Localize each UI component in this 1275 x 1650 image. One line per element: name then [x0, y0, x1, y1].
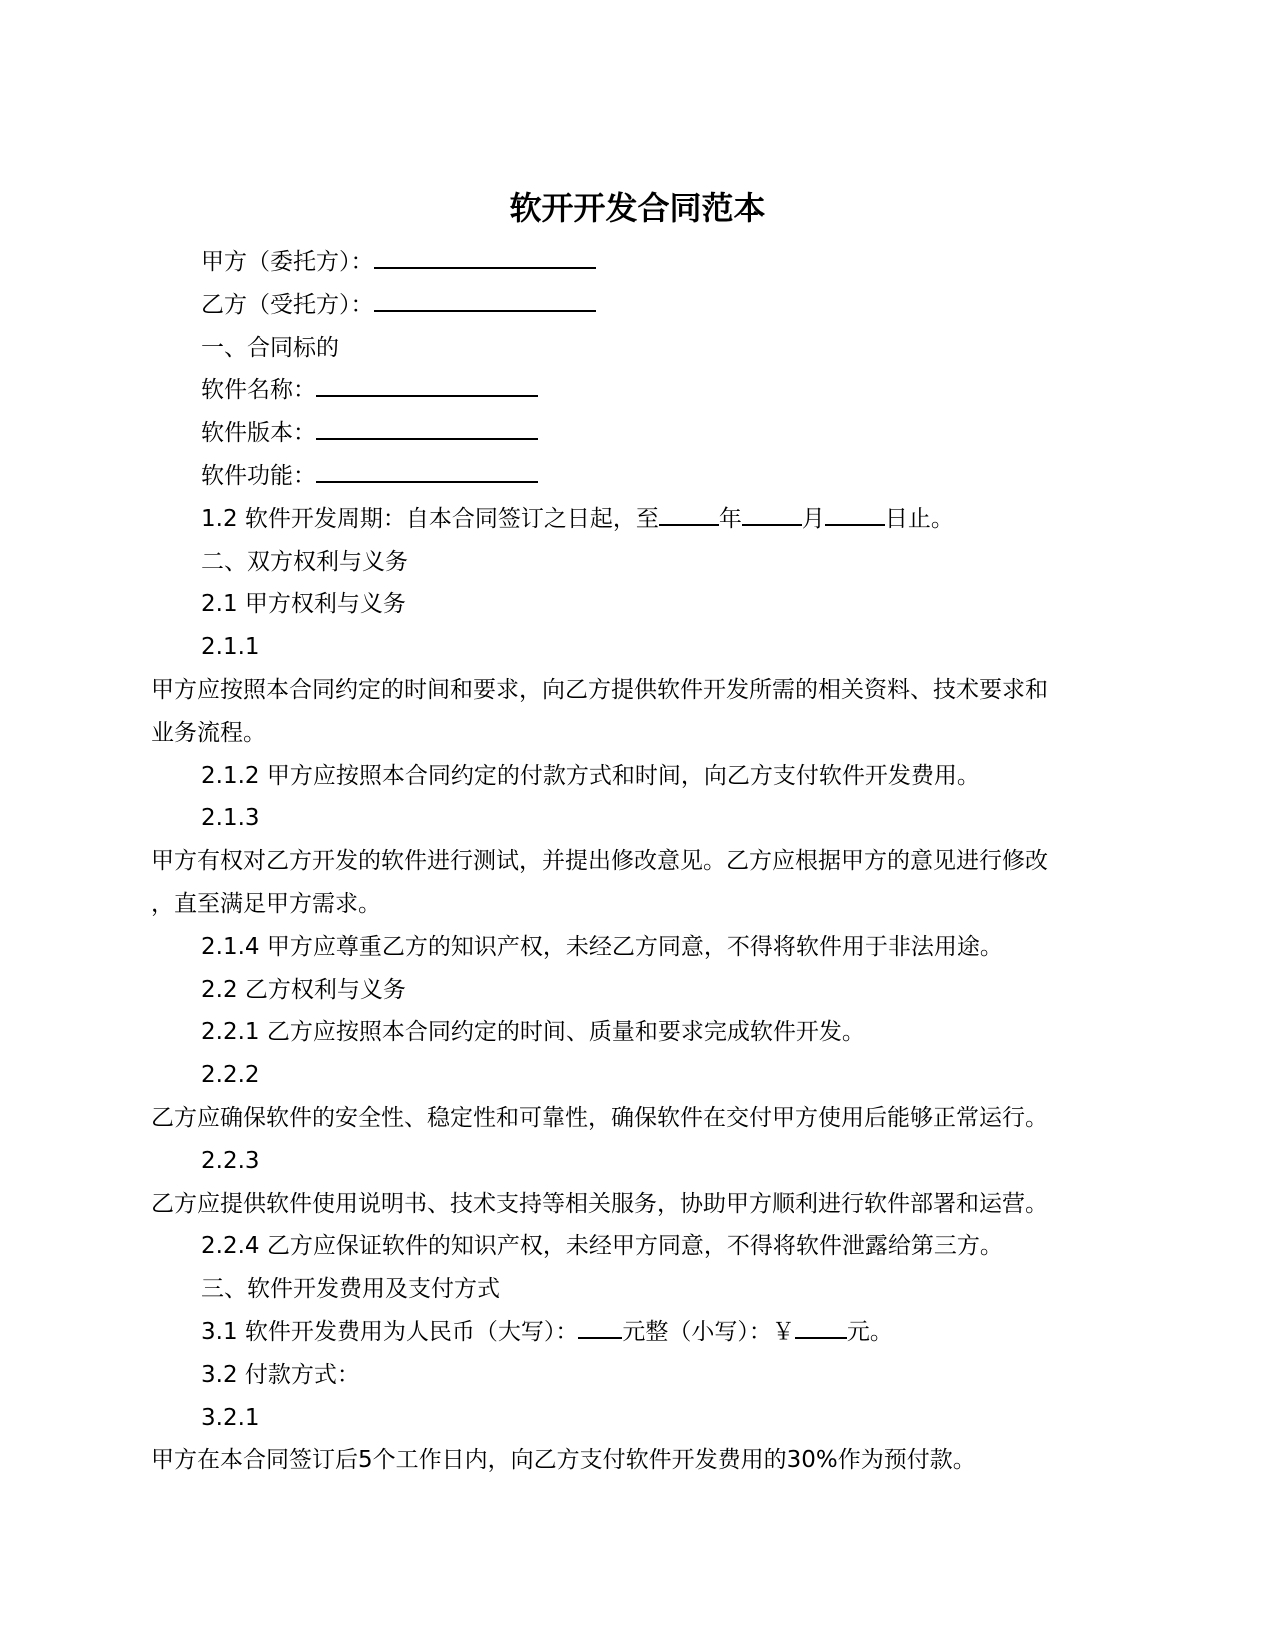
month-label: 月: [801, 505, 825, 532]
amount-words-blank[interactable]: [578, 1317, 622, 1339]
section-2-heading: 二、双方权利与义务: [201, 548, 408, 575]
clause-1-2: [151, 498, 1141, 541]
party-a-label: 甲方（委托方）：: [201, 249, 374, 275]
clause-2-1-4: 2.1.4 甲方应尊重乙方的知识产权，未经乙方同意，不得将软件用于非法用途。: [201, 933, 1003, 960]
day-label: 日止。: [884, 505, 954, 532]
clause-2-2-1: 2.2.1 乙方应按照本合同约定的时间、质量和要求完成软件开发。: [201, 1019, 865, 1046]
clause-2-1-1-number: 2.1.1: [201, 634, 260, 661]
software-function-blank[interactable]: [316, 461, 538, 483]
party-b-line: [151, 284, 1141, 327]
clause-2-1-3-text-1: 甲方有权对乙方开发的软件进行测试，并提出修改意见。乙方应根据甲方的意见进行修改: [151, 848, 1048, 875]
clause-2-1-3-number: 2.1.3: [201, 805, 260, 832]
clause-3-2-1-number: 3.2.1: [201, 1404, 260, 1431]
clause-2-2-4: 2.2.4 乙方应保证软件的知识产权，未经甲方同意，不得将软件泄露给第三方。: [201, 1233, 1003, 1260]
software-function-label: 软件功能：: [201, 462, 316, 489]
document-title: 软开开发合同范本: [509, 189, 766, 227]
clause-3-1: [151, 1311, 1141, 1354]
software-version-line: [151, 412, 1141, 455]
clause-2-2: 2.2 乙方权利与义务: [201, 976, 406, 1003]
clause-3-2-1-text: 甲方在本合同签订后5个工作日内，向乙方支付软件开发费用的30%作为预付款。: [151, 1447, 976, 1474]
clause-3-2: 3.2 付款方式：: [201, 1361, 360, 1388]
software-name-label: 软件名称：: [201, 377, 316, 404]
clause-2-2-2-number: 2.2.2: [201, 1062, 260, 1089]
year-label: 年: [718, 505, 742, 532]
party-a-blank[interactable]: [374, 247, 596, 269]
software-name-blank[interactable]: [316, 375, 538, 397]
amount-figures-blank[interactable]: [795, 1317, 847, 1339]
clause-2-1-1-text-2: 业务流程。: [151, 719, 266, 746]
clause-3-1-text: 3.1 软件开发费用为人民币（大写）：: [201, 1318, 579, 1345]
software-name-line: [151, 369, 1141, 412]
clause-2-2-2-text: 乙方应确保软件的安全性、稳定性和可靠性，确保软件在交付甲方使用后能够正常运行。: [151, 1104, 1048, 1131]
section-3-heading: 三、软件开发费用及支付方式: [201, 1276, 500, 1303]
day-blank[interactable]: [825, 504, 885, 526]
party-b-blank[interactable]: [374, 290, 596, 312]
software-function-line: [151, 455, 1141, 498]
clause-2-1-3-text-2: ，直至满足甲方需求。: [151, 890, 381, 917]
clause-2-2-3-text: 乙方应提供软件使用说明书、技术支持等相关服务，协助甲方顺利进行软件部署和运营。: [151, 1190, 1048, 1217]
clause-2-1: 2.1 甲方权利与义务: [201, 591, 406, 618]
yuan-label: 元。: [846, 1318, 893, 1345]
amount-figures-label: 元整（小写）：￥: [622, 1318, 795, 1345]
clause-2-1-1-text-1: 甲方应按照本合同约定的时间和要求，向乙方提供软件开发所需的相关资料、技术要求和: [151, 676, 1048, 703]
party-a-line: [151, 241, 1141, 284]
software-version-blank[interactable]: [316, 418, 538, 440]
clause-1-2-text: 1.2 软件开发周期：自本合同签订之日起，至: [201, 505, 659, 532]
software-version-label: 软件版本：: [201, 420, 316, 447]
document-body: [151, 241, 1141, 1482]
month-blank[interactable]: [742, 504, 802, 526]
year-blank[interactable]: [659, 504, 719, 526]
section-1-heading: 一、合同标的: [201, 334, 339, 361]
clause-2-1-2: 2.1.2 甲方应按照本合同约定的付款方式和时间，向乙方支付软件开发费用。: [201, 762, 980, 789]
party-b-label: 乙方（受托方）：: [201, 291, 374, 318]
clause-2-2-3-number: 2.2.3: [201, 1147, 260, 1174]
